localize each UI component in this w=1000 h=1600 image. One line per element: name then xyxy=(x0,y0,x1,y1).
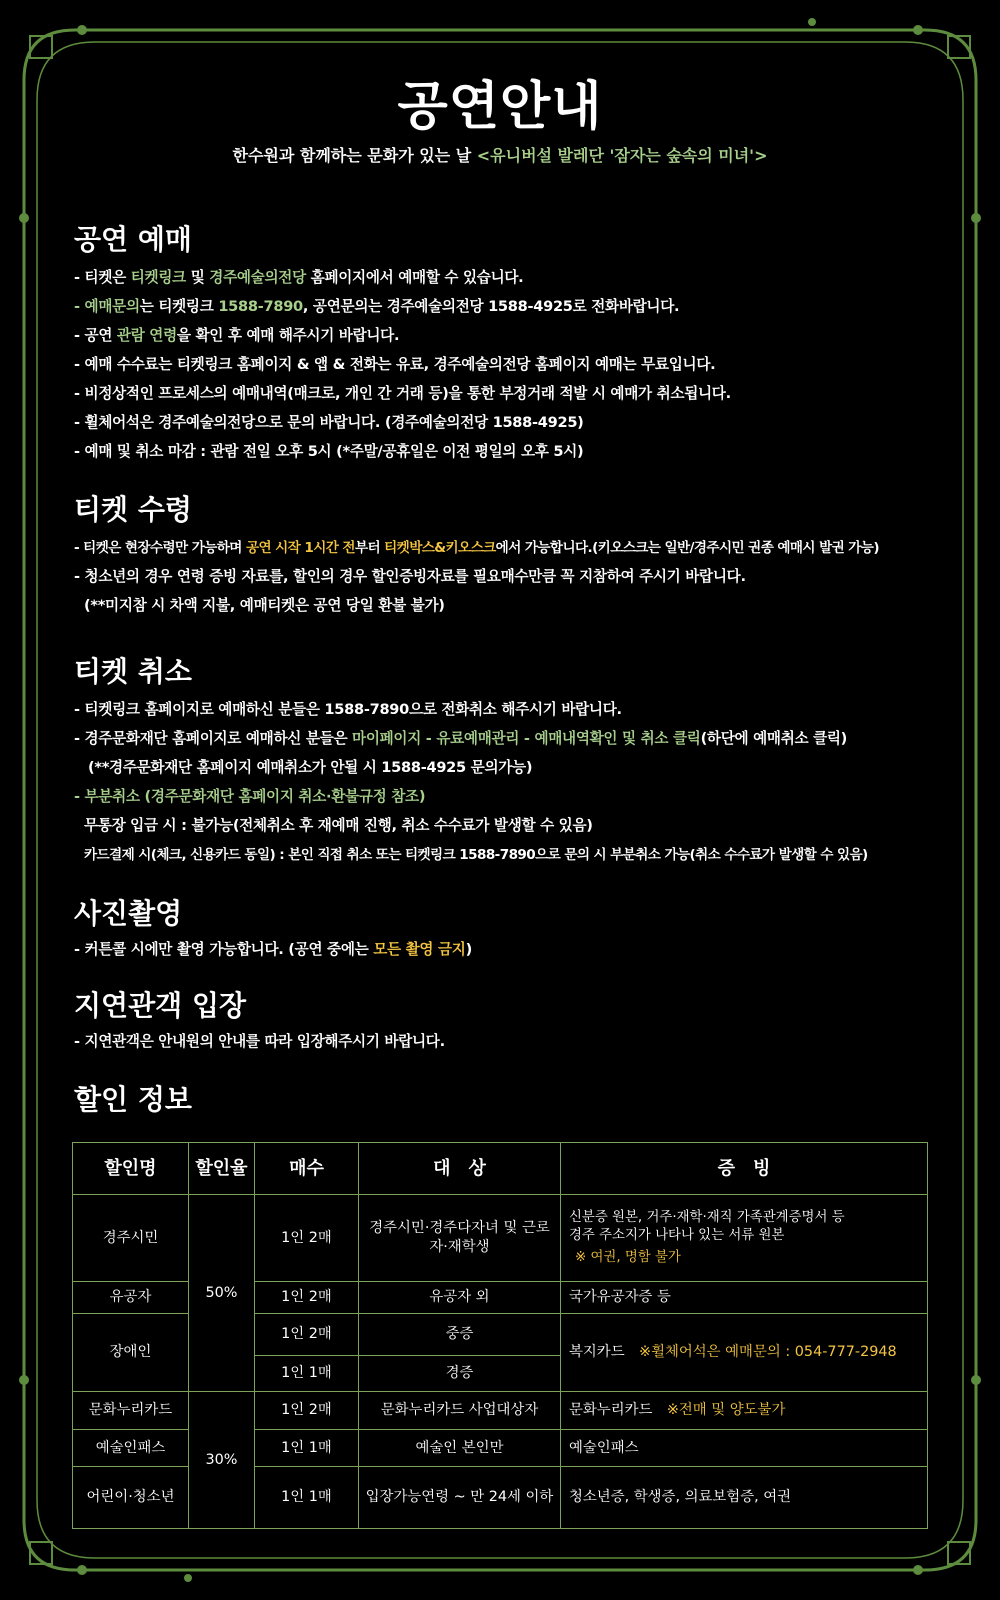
booking-line-7: - 예매 및 취소 마감 : 관람 전일 오후 5시 (*주말/공휴일은 이전 평일의 오후 5시) xyxy=(74,443,584,460)
page-title: 공연안내 xyxy=(397,77,603,137)
cancel-line-1: - 티켓링크 홈페이지로 예매하신 분들은 1588-7890으로 전화취소 해주시기 바랍니다. xyxy=(74,701,622,718)
table-header-row xyxy=(73,1143,928,1195)
cancel-line-6: 카드결제 시(체크, 신용카드 동일) : 본인 직접 취소 또는 티켓링크 1588-7890으로 문의 시 부분취소 가능(취소 수수료가 발생할 수 있음) xyxy=(84,847,868,863)
row-target: 경증 xyxy=(359,1356,561,1392)
header-qty: 매수 xyxy=(255,1143,359,1195)
section-title-pickup: 티켓 수령 xyxy=(74,493,192,526)
page-subtitle: 한수원과 함께하는 문화가 있는 날 <유니버설 발레단 '잠자는 숲속의 미녀'> xyxy=(232,146,768,165)
row-qty: 1인 2매 xyxy=(255,1392,359,1430)
row-proof: 복지카드 ※휠체어석은 예매문의 : 054-777-2948 xyxy=(561,1314,928,1392)
row-target: 중증 xyxy=(359,1314,561,1356)
booking-line-5: - 비정상적인 프로세스의 예매내역(매크로, 개인 간 거래 등)을 통한 부정거래 적발 시 예매가 취소됩니다. xyxy=(74,385,731,402)
row-target: 유공자 외 xyxy=(359,1282,561,1314)
booking-line-2: - 예매문의는 티켓링크 1588-7890, 공연문의는 경주예술의전당 1588-4925로 전화바랍니다. xyxy=(74,298,680,315)
cancel-line-2: - 경주문화재단 홈페이지로 예매하신 분들은 마이페이지 - 유료예매관리 - 예매내역확인 및 취소 클릭(하단에 예매취소 클릭) xyxy=(74,730,848,747)
row-qty: 1인 1매 xyxy=(255,1467,359,1529)
row-proof: 예술인패스 xyxy=(561,1430,928,1467)
row-proof: 청소년증, 학생증, 의료보험증, 여권 xyxy=(561,1467,928,1529)
cancel-line-3: (**경주문화재단 홈페이지 예매취소가 안될 시 1588-4925 문의가능) xyxy=(88,759,533,776)
row-proof: 국가유공자증 등 xyxy=(561,1282,928,1314)
row-qty: 1인 1매 xyxy=(255,1356,359,1392)
table-row xyxy=(73,1392,928,1430)
section-title-discount: 할인 정보 xyxy=(74,1083,192,1116)
row-name: 유공자 xyxy=(73,1282,189,1314)
row-target: 입장가능연령 ~ 만 24세 이하 xyxy=(359,1467,561,1529)
section-title-late: 지연관객 입장 xyxy=(74,989,247,1022)
row-name: 예술인패스 xyxy=(73,1430,189,1467)
discount-table xyxy=(72,1142,928,1529)
row-name: 어린이·청소년 xyxy=(73,1467,189,1529)
header-target: 대 상 xyxy=(359,1143,561,1195)
row-name: 경주시민 xyxy=(73,1195,189,1282)
booking-line-1: - 티켓은 티켓링크 및 경주예술의전당 홈페이지에서 예매할 수 있습니다. xyxy=(74,269,524,286)
rate-50: 50% xyxy=(189,1195,255,1392)
cancel-line-5: 무통장 입금 시 : 불가능(전체취소 후 재예매 진행, 취소 수수료가 발생할 수 있음) xyxy=(84,817,593,834)
row-qty: 1인 1매 xyxy=(255,1430,359,1467)
pickup-line-3: (**미지참 시 차액 지불, 예매티켓은 공연 당일 환불 불가) xyxy=(84,597,445,614)
row-target: 예술인 본인만 xyxy=(359,1430,561,1467)
pickup-line-2: - 청소년의 경우 연령 증빙 자료를, 할인의 경우 할인증빙자료를 필요매수만큼 꼭 지참하여 주시기 바랍니다. xyxy=(74,568,746,585)
cancel-line-4: - 부분취소 (경주문화재단 홈페이지 취소·환불규정 참조) xyxy=(74,788,426,805)
section-title-photo: 사진촬영 xyxy=(74,897,183,930)
pickup-line-1: - 티켓은 현장수령만 가능하며 공연 시작 1시간 전부터 티켓박스&키오스크에서 가능합니다.(키오스크는 일반/경주시민 권종 예매시 발권 가능) xyxy=(74,540,879,556)
late-line-1: - 지연관객은 안내원의 안내를 따라 입장해주시기 바랍니다. xyxy=(74,1033,445,1050)
section-title-booking: 공연 예매 xyxy=(74,223,192,256)
row-qty: 1인 2매 xyxy=(255,1282,359,1314)
row-qty: 1인 2매 xyxy=(255,1314,359,1356)
booking-line-3: - 공연 관람 연령을 확인 후 예매 해주시기 바랍니다. xyxy=(74,327,400,344)
row-target: 문화누리카드 사업대상자 xyxy=(359,1392,561,1430)
header-proof: 증 빙 xyxy=(561,1143,928,1195)
row-name: 문화누리카드 xyxy=(73,1392,189,1430)
booking-line-6: - 휠체어석은 경주예술의전당으로 문의 바랍니다. (경주예술의전당 1588-4925) xyxy=(74,414,584,431)
table-row xyxy=(73,1195,928,1282)
row-proof: 신분증 원본, 거주·재학·재직 가족관계증명서 등 경주 주소지가 나타나 있는 서류 원본 ※ 여권, 명함 불가 xyxy=(561,1195,928,1282)
booking-line-4: - 예매 수수료는 티켓링크 홈페이지 & 앱 & 전화는 유료, 경주예술의전당 홈페이지 예매는 무료입니다. xyxy=(74,356,716,373)
photo-line-1: - 커튼콜 시에만 촬영 가능합니다. (공연 중에는 모든 촬영 금지) xyxy=(74,941,472,958)
row-target: 경주시민·경주다자녀 및 근로자·재학생 xyxy=(359,1195,561,1282)
row-name: 장애인 xyxy=(73,1314,189,1392)
rate-30: 30% xyxy=(189,1392,255,1529)
row-qty: 1인 2매 xyxy=(255,1195,359,1282)
section-title-cancel: 티켓 취소 xyxy=(74,655,192,688)
header-rate: 할인율 xyxy=(189,1143,255,1195)
header-name: 할인명 xyxy=(73,1143,189,1195)
row-proof: 문화누리카드 ※전매 및 양도불가 xyxy=(561,1392,928,1430)
